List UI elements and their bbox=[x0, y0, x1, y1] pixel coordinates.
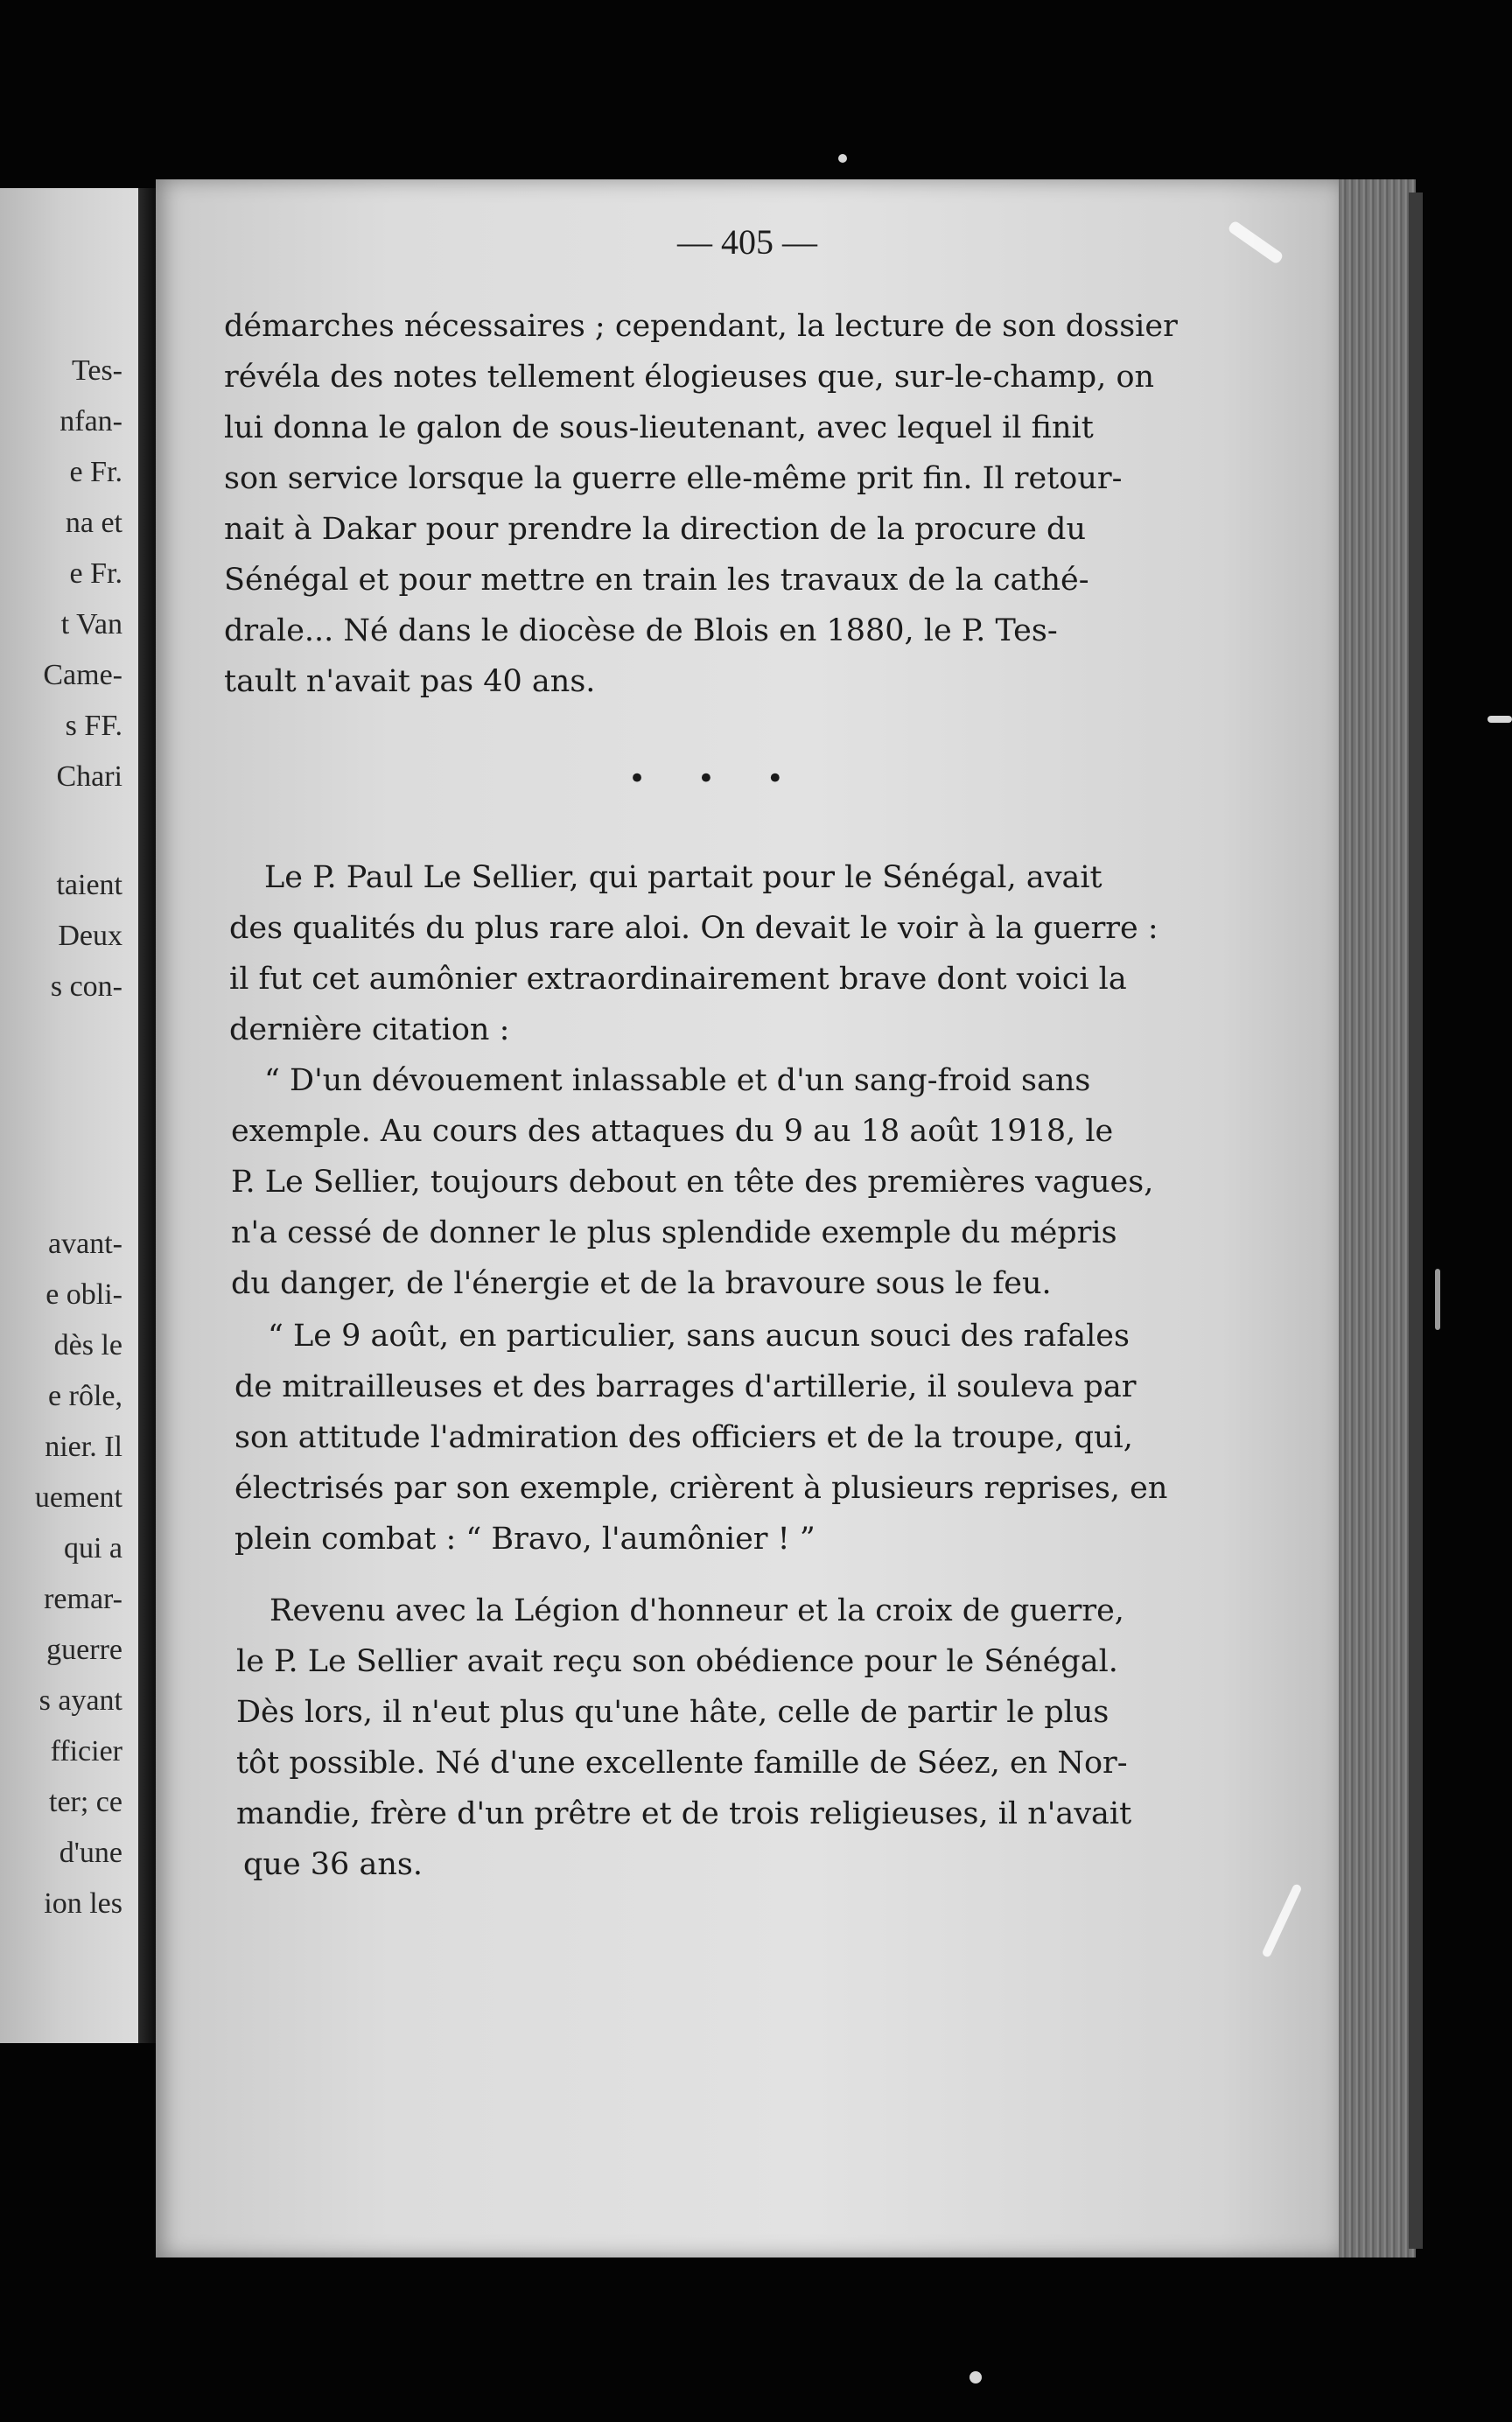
text-line: Revenu avec la Légion d'honneur et la croix de guerre, bbox=[270, 1593, 1124, 1628]
text-line: P. Le Sellier, toujours debout en tête des premières vagues, bbox=[231, 1165, 1154, 1200]
left-page-fragment: e obli- bbox=[46, 1278, 122, 1311]
text-line: électrisés par son exemple, crièrent à plusieurs reprises, en bbox=[234, 1471, 1168, 1506]
left-page-fragment: s con- bbox=[50, 970, 122, 1003]
text-line: révéla des notes tellement élogieuses que, sur-le-champ, on bbox=[224, 360, 1155, 395]
previous-page bbox=[0, 188, 138, 2043]
text-line: lui donna le galon de sous-lieutenant, avec lequel il finit bbox=[224, 410, 1094, 445]
left-page-fragment: ter; ce bbox=[49, 1786, 122, 1818]
left-page-fragment: guerre bbox=[46, 1634, 122, 1666]
scan-speck bbox=[1488, 716, 1512, 723]
left-page-fragment: ion les bbox=[44, 1887, 122, 1920]
left-page-fragment: Chari bbox=[56, 760, 122, 793]
text-line: exemple. Au cours des attaques du 9 au 18 août 1918, le bbox=[231, 1114, 1114, 1149]
text-line: il fut cet aumônier extraordinairement brave dont voici la bbox=[229, 962, 1127, 997]
text-line: dernière citation : bbox=[229, 1012, 510, 1047]
text-line: n'a cessé de donner le plus splendide exemple du mépris bbox=[231, 1215, 1117, 1250]
left-page-fragment: remar- bbox=[44, 1583, 122, 1615]
left-page-fragment: fficier bbox=[50, 1735, 122, 1768]
page-stack-shadow bbox=[1409, 192, 1423, 2249]
book-page bbox=[156, 179, 1339, 2258]
left-page-fragment: Deux bbox=[58, 920, 122, 952]
text-line: mandie, frère d'un prêtre et de trois religieuses, il n'avait bbox=[236, 1796, 1132, 1831]
left-page-fragment: uement bbox=[34, 1481, 122, 1514]
text-line: tôt possible. Né d'une excellente famille de Séez, en Nor- bbox=[236, 1746, 1128, 1781]
text-line: “ D'un dévouement inlassable et d'un sang-froid sans bbox=[264, 1063, 1091, 1098]
left-page-fragment: e rôle, bbox=[48, 1380, 122, 1412]
text-line: plein combat : “ Bravo, l'aumônier ! ” bbox=[234, 1522, 816, 1557]
left-page-fragment: d'une bbox=[59, 1837, 122, 1869]
scan-speck bbox=[970, 2371, 982, 2384]
scan-speck bbox=[1435, 1269, 1440, 1330]
text-line: de mitrailleuses et des barrages d'artillerie, il souleva par bbox=[234, 1369, 1137, 1404]
scan-speck bbox=[838, 154, 847, 163]
left-page-fragment: taient bbox=[56, 869, 122, 901]
text-line: son service lorsque la guerre elle-même prit fin. Il retour- bbox=[224, 461, 1123, 496]
left-page-fragment: nfan- bbox=[60, 405, 122, 438]
text-line: des qualités du plus rare aloi. On devait le voir à la guerre : bbox=[229, 911, 1158, 946]
text-line: tault n'avait pas 40 ans. bbox=[224, 664, 596, 699]
text-line: Dès lors, il n'eut plus qu'une hâte, celle de partir le plus bbox=[236, 1695, 1110, 1730]
text-line: Le P. Paul Le Sellier, qui partait pour le Sénégal, avait bbox=[264, 860, 1102, 895]
left-page-fragment: t Van bbox=[60, 608, 122, 640]
left-page-fragment: Tes- bbox=[71, 354, 122, 387]
left-page-fragment: qui a bbox=[63, 1532, 122, 1564]
left-page-fragment: e Fr. bbox=[69, 557, 122, 590]
left-page-fragment: e Fr. bbox=[69, 456, 122, 488]
text-line: nait à Dakar pour prendre la direction de la procure du bbox=[224, 512, 1087, 547]
book-gutter bbox=[138, 188, 158, 2043]
text-line: “ Le 9 août, en particulier, sans aucun souci des rafales bbox=[268, 1319, 1130, 1354]
text-line: drale... Né dans le diocèse de Blois en 1880, le P. Tes- bbox=[224, 613, 1058, 648]
left-page-fragment: s FF. bbox=[65, 710, 122, 742]
text-line: Sénégal et pour mettre en train les travaux de la cathé- bbox=[224, 563, 1089, 598]
left-page-fragment: dès le bbox=[53, 1329, 122, 1362]
section-separator: • • • bbox=[628, 761, 805, 796]
left-page-fragment: s ayant bbox=[38, 1684, 122, 1717]
text-line: démarches nécessaires ; cependant, la lecture de son dossier bbox=[224, 309, 1178, 344]
text-line: que 36 ans. bbox=[243, 1847, 423, 1882]
text-line: son attitude l'admiration des officiers et de la troupe, qui, bbox=[234, 1420, 1133, 1455]
left-page-fragment: nier. Il bbox=[45, 1431, 122, 1463]
left-page-fragment: avant- bbox=[48, 1228, 122, 1260]
left-page-fragment: na et bbox=[65, 507, 122, 539]
left-page-fragment: Came- bbox=[43, 659, 122, 691]
page-number: — 405 — bbox=[677, 222, 817, 262]
text-line: du danger, de l'énergie et de la bravoure sous le feu. bbox=[231, 1266, 1052, 1301]
text-line: le P. Le Sellier avait reçu son obédience pour le Sénégal. bbox=[236, 1644, 1118, 1679]
